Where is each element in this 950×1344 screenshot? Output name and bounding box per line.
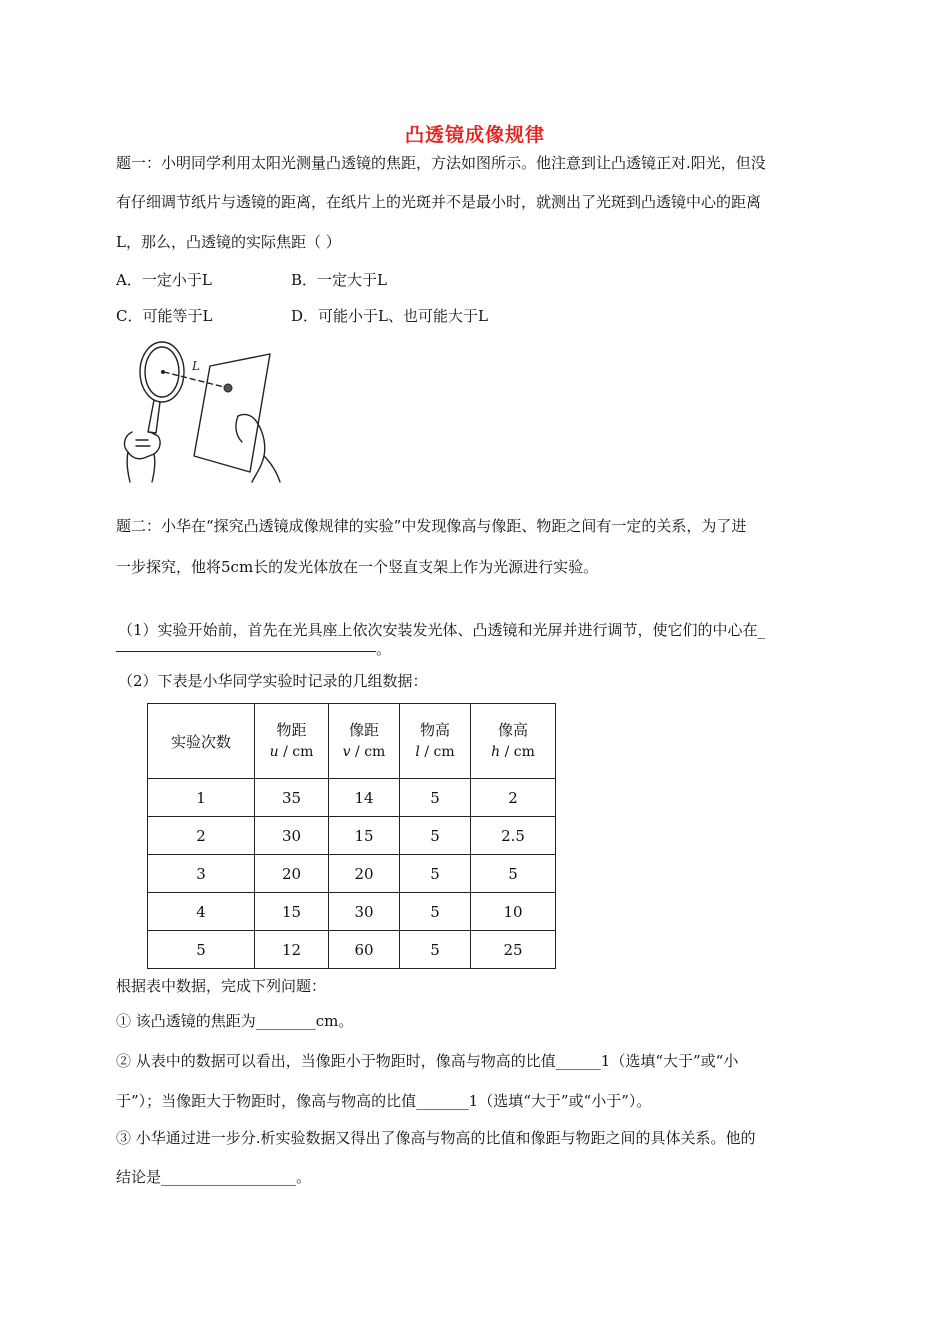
q2-part-1-end: 。 bbox=[376, 640, 392, 658]
magnifier-figure bbox=[114, 336, 284, 484]
lens-handle bbox=[148, 400, 160, 433]
unit-h: / cm bbox=[500, 744, 535, 760]
table-cell: 5 bbox=[400, 817, 471, 855]
table-row bbox=[148, 779, 556, 817]
symbol-l: l bbox=[415, 744, 420, 760]
header-object-distance bbox=[255, 704, 329, 779]
table-row bbox=[148, 817, 556, 855]
q2-line-2: 一步探究，他将5cm长的发光体放在一个竖直支架上作为光源进行实验。 bbox=[116, 558, 599, 576]
table-row bbox=[148, 931, 556, 969]
table-cell: 5 bbox=[471, 855, 556, 893]
header-image-height bbox=[471, 704, 556, 779]
distance-line bbox=[164, 372, 228, 388]
symbol-v: v bbox=[342, 744, 351, 760]
symbol-u: u bbox=[269, 744, 279, 760]
table-cell: 5 bbox=[400, 779, 471, 817]
header-object-height-label: 物高 bbox=[419, 721, 450, 739]
table-cell: 14 bbox=[329, 779, 400, 817]
table-cell: 2 bbox=[471, 779, 556, 817]
header-object-height bbox=[400, 704, 471, 779]
table-cell: 3 bbox=[148, 855, 255, 893]
unit-l: / cm bbox=[419, 744, 455, 760]
header-object-distance-label: 物距 bbox=[276, 721, 307, 739]
q1-line-1: 题一：小明同学利用太阳光测量凸透镜的焦距，方法如图所示。他注意到让凸透镜正对.阳光，但没 bbox=[116, 154, 766, 172]
symbol-h: h bbox=[491, 744, 501, 760]
q2-line-1: 题二：小华在“探究凸透镜成像规律的实验”中发现像高与像距、物距之间有一定的关系，为了进 bbox=[116, 517, 747, 535]
distance-label: L bbox=[192, 359, 200, 373]
q1-option-b: B．一定大于L bbox=[291, 271, 387, 289]
table-cell: 5 bbox=[148, 931, 255, 969]
table-cell: 5 bbox=[400, 893, 471, 931]
table-cell: 30 bbox=[329, 893, 400, 931]
q2-part-2: （2）下表是小华同学实验时记录的几组数据： bbox=[118, 672, 428, 690]
table-cell: 4 bbox=[148, 893, 255, 931]
unit-v: / cm bbox=[350, 744, 386, 760]
q1-line-3: L，那么，凸透镜的实际焦距（ ） bbox=[116, 233, 341, 251]
unit-u: / cm bbox=[278, 744, 314, 760]
paper-sheet bbox=[194, 354, 270, 472]
table-row bbox=[148, 855, 556, 893]
header-image-distance-label: 像距 bbox=[348, 721, 379, 739]
table-cell: 20 bbox=[255, 855, 329, 893]
data-table bbox=[147, 703, 556, 969]
table-cell: 35 bbox=[255, 779, 329, 817]
page-title: 凸透镜成像规律 bbox=[404, 124, 545, 146]
q1-option-d: D．可能小于L、也可能大于L bbox=[291, 307, 488, 325]
q1-line-2: 有仔细调节纸片与透镜的距离，在纸片上的光斑并不是最小时，就测出了光斑到凸透镜中心的距离 bbox=[116, 193, 762, 211]
table-cell: 20 bbox=[329, 855, 400, 893]
table-cell: 15 bbox=[329, 817, 400, 855]
table-row bbox=[148, 893, 556, 931]
answer-blank-line bbox=[116, 651, 376, 652]
table-cell: 15 bbox=[255, 893, 329, 931]
q1-option-c: C．可能等于L bbox=[116, 307, 213, 325]
lens-center bbox=[161, 370, 165, 374]
q2-after-table: 根据表中数据，完成下列问题： bbox=[116, 977, 327, 995]
table-cell: 25 bbox=[471, 931, 556, 969]
table-header-row bbox=[148, 704, 556, 779]
q2-sub-3-line-1: ③ 小华通过进一步分.析实验数据又得出了像高与物高的比值和像距与物距之间的具体关系。他的 bbox=[116, 1129, 756, 1147]
header-image-distance bbox=[329, 704, 400, 779]
header-image-height-label: 像高 bbox=[497, 721, 528, 739]
q2-sub-2-line-2: 于”）；当像距大于物距时，像高与物高的比值_______1（选填“大于”或“小于”）。 bbox=[116, 1092, 652, 1110]
q2-part-1: （1）实验开始前，首先在光具座上依次安装发光体、凸透镜和光屏并进行调节，使它们的中心在_ bbox=[118, 621, 766, 639]
table-cell: 60 bbox=[329, 931, 400, 969]
table-cell: 2 bbox=[148, 817, 255, 855]
table-cell: 5 bbox=[400, 855, 471, 893]
light-spot bbox=[224, 384, 232, 392]
table-cell: 10 bbox=[471, 893, 556, 931]
header-trial: 实验次数 bbox=[148, 704, 255, 779]
table-cell: 12 bbox=[255, 931, 329, 969]
q2-sub-1: ① 该凸透镜的焦距为________cm。 bbox=[116, 1012, 354, 1030]
table-cell: 2.5 bbox=[471, 817, 556, 855]
q1-option-a: A．一定小于L bbox=[116, 271, 212, 289]
q2-sub-2-line-1: ② 从表中的数据可以看出，当像距小于物距时，像高与物高的比值______1（选填“大于”或“小 bbox=[116, 1052, 739, 1070]
table-cell: 1 bbox=[148, 779, 255, 817]
table-cell: 30 bbox=[255, 817, 329, 855]
table-cell: 5 bbox=[400, 931, 471, 969]
q2-sub-3-line-2: 结论是__________________。 bbox=[116, 1168, 312, 1186]
